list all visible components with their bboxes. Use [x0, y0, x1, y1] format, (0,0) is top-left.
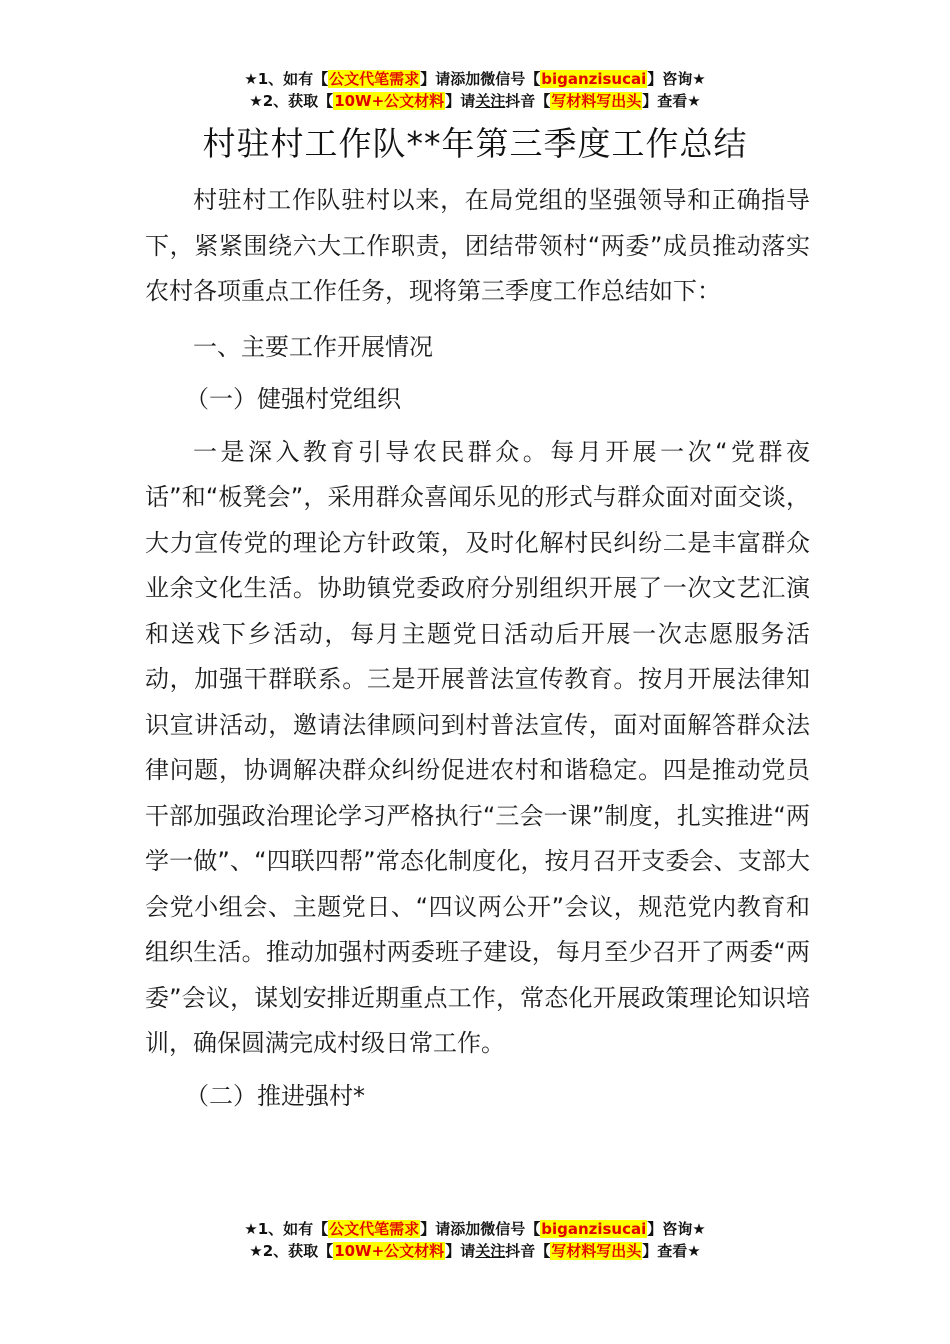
banner-highlight: 公文代笔需求 [329, 70, 420, 88]
banner-highlight: 10W+公文材料 [334, 1242, 445, 1260]
banner-line-1 [0, 1218, 950, 1240]
banner-text: 】查看★ [642, 1242, 701, 1260]
banner-line-2 [0, 90, 950, 112]
banner-text: 】请 [445, 1242, 476, 1260]
banner-highlight-douyin: 写材料写出头 [551, 1242, 642, 1260]
intro-paragraph: 村驻村工作队驻村以来，在局党组的坚强领导和正确指导下，紧紧围绕六大工作职责，团结带领村“两委”成员推动落实农村各项重点工作任务，现将第三季度工作总结如下： [145, 186, 810, 305]
banner-text: ★2、获取【 [249, 1242, 334, 1260]
banner-text: ★1、如有【 [244, 70, 329, 88]
subsection-paragraph: 一是深入教育引导农民群众。每月开展一次“党群夜话”和“板凳会”，采用群众喜闻乐见的形式与群众面对面交谈，大力宣传党的理论方针政策，及时化解村民纠纷二是丰富群众业余文化生活。协助镇党委政府分别组织开展了一次文艺汇演和送戏下乡活动，每月主题党日活动后开展一次志愿服务活动，加强干群联系。三是开展普法宣传教育。按月开展法律知识宣讲活动，邀请法律顾问到村普法宣传，面对面解答群众法律问题，协调解决群众纠纷促进农村和谐稳定。四是推动党员干部加强政治理论学习严格执行“三会一课”制度，扎实推进“两学一做”、“四联四帮”常态化制度化，按月召开支委会、支部大会党小组会、主题党日、“四议两公开”会议，规范党内教育和组织生活。推动加强村两委班子建设，每月至少召开了两委“两委”会议，谋划安排近期重点工作，常态化开展政策理论知识培训，确保圆满完成村级日常工作。 [145, 437, 810, 1057]
banner-text: 】咨询★ [647, 70, 706, 88]
banner-text: 】请 [445, 92, 476, 110]
footer-banner [0, 1218, 950, 1262]
banner-text: 抖音【 [505, 1242, 551, 1260]
banner-highlight-wechat: biganzisucai [541, 70, 647, 88]
banner-text: 】咨询★ [647, 1220, 706, 1238]
document-title: 村驻村工作队**年第三季度工作总结 [202, 124, 748, 163]
subsection-heading: （一）健强村党组织 [185, 385, 401, 413]
banner-highlight-douyin: 写材料写出头 [551, 92, 642, 110]
banner-highlight: 公文代笔需求 [329, 1220, 420, 1238]
banner-text: 】查看★ [642, 92, 701, 110]
document-body [145, 178, 810, 1119]
banner-line-1 [0, 68, 950, 90]
banner-underline: 关注 [475, 1242, 506, 1260]
banner-text: 】请添加微信号【 [420, 70, 541, 88]
banner-highlight: 10W+公文材料 [334, 92, 445, 110]
banner-highlight-wechat: biganzisucai [541, 1220, 647, 1238]
banner-text: ★2、获取【 [249, 92, 334, 110]
section-heading: 一、主要工作开展情况 [193, 332, 433, 361]
banner-text: 】请添加微信号【 [420, 1220, 541, 1238]
subsection-heading: （二）推进强村* [185, 1081, 365, 1110]
header-banner [0, 68, 950, 112]
banner-underline: 关注 [475, 92, 506, 110]
banner-line-2 [0, 1240, 950, 1262]
banner-text: 抖音【 [505, 92, 551, 110]
banner-text: ★1、如有【 [244, 1220, 329, 1238]
